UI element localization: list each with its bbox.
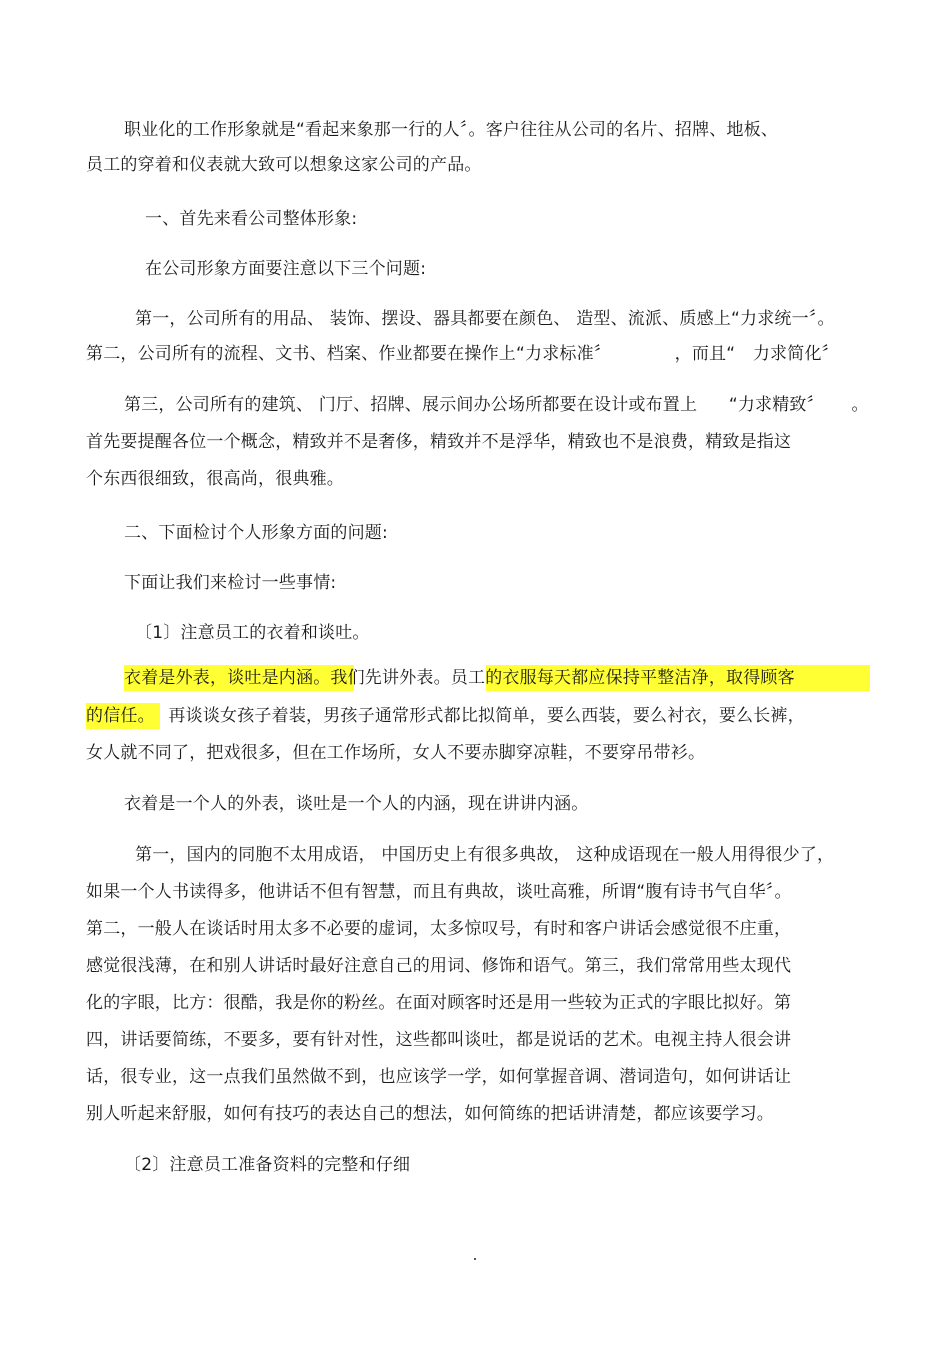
paragraph-2: 在公司形象方面要注意以下三个问题: — [145, 259, 427, 279]
paragraph-8-line-7: 话，很专业，这一点我们虽然做不到，也应该学一学，如何掌握音调、潜词造句，如何讲话让 — [86, 1067, 792, 1087]
section-heading-2: 二、下面检讨个人形象方面的问题: — [124, 523, 388, 543]
highlighted-text-3: 的信任。 — [86, 706, 155, 726]
section-heading-1: 一、首先来看公司整体形象: — [145, 209, 358, 229]
paragraph-4-line-3: 个东西很细致，很高尚，很典雅。 — [86, 469, 344, 489]
highlighted-text-2: 工的衣服每天都应保持平整洁净，取得顾客 — [468, 668, 795, 688]
paragraph-4-line-1-part-a: 第三，公司所有的建筑、 门厅、招牌、展示间办公场所都要在设计或布置上 — [124, 395, 698, 415]
paragraph-8-line-8: 别人听起来舒服，如何有技巧的表达自己的想法，如何简练的把话讲清楚，都应该要学习。 — [86, 1104, 774, 1124]
paragraph-6-line-1-plain: 们先讲外表。员 — [347, 668, 469, 688]
paragraph-8-line-4: 感觉很浅薄，在和别人讲话时最好注意自己的用词、修饰和语气。第三，我们常常用些太现代 — [86, 956, 792, 976]
paragraph-7: 衣着是一个人的外表，谈吐是一个人的内涵，现在讲讲内涵。 — [124, 794, 589, 814]
highlighted-text-1: 衣着是外表，谈吐是内涵。我 — [124, 668, 348, 688]
paragraph-6-line-3: 女人就不同了，把戏很多，但在工作场所，女人不要赤脚穿凉鞋，不要穿吊带衫。 — [86, 743, 706, 763]
paragraph-8-line-1: 第一，国内的同胞不太用成语， 中国历史上有很多典故， 这种成语现在一般人用得很少了， — [135, 845, 835, 865]
paragraph-4-line-1-part-c: 。 — [851, 395, 869, 415]
page-footer-mark — [474, 1258, 476, 1260]
paragraph-8-line-2: 如果一个人书读得多，他讲话不但有智慧，而且有典故，谈吐高雅，所谓“腹有诗书气自华〞。 — [86, 882, 792, 902]
paragraph-8-line-6: 四，讲话要简练，不要多，要有针对性，这些都叫谈吐，都是说话的艺术。电视主持人很会讲 — [86, 1030, 792, 1050]
paragraph-3-line-2 — [86, 342, 839, 366]
paragraph-4-line-1 — [124, 393, 869, 417]
paragraph-6-line-1 — [124, 666, 795, 690]
subsection-1-heading: 〔1〕注意员工的衣着和谈吐。 — [135, 623, 370, 643]
paragraph-6-line-2-plain: 再谈谈女孩子着装，男孩子通常形式都比拟简单，要么西装，要么衬衣，要么长裤， — [168, 706, 805, 726]
paragraph-6-line-2 — [86, 704, 805, 728]
paragraph-3-line-2-part-c: 力求简化〞 — [752, 344, 839, 364]
paragraph-1-line-1: 职业化的工作形象就是“看起来象那一行的人〞。客户往往从公司的名片、招牌、地板、 — [124, 120, 779, 140]
paragraph-3-line-2-part-a: 第二，公司所有的流程、文书、档案、作业都要在操作上“力求标准〞 — [86, 344, 612, 364]
subsection-2-heading: 〔2〕注意员工准备资料的完整和仔细 — [124, 1155, 411, 1175]
paragraph-4-line-2: 首先要提醒各位一个概念，精致并不是奢侈，精致并不是浮华，精致也不是浪费，精致是指这 — [86, 432, 792, 452]
paragraph-1-line-2: 员工的穿着和仪表就大致可以想象这家公司的产品。 — [86, 155, 482, 175]
paragraph-4-line-1-part-b: “力求精致〞 — [728, 395, 824, 415]
paragraph-8-line-3: 第二，一般人在谈话时用太多不必要的虚词，太多惊叹号，有时和客户讲话会感觉很不庄重， — [86, 919, 792, 939]
paragraph-5: 下面让我们来检讨一些事情: — [124, 573, 337, 593]
paragraph-8-line-5: 化的字眼，比方：很酷，我是你的粉丝。在面对顾客时还是用一些较为正式的字眼比拟好。第 — [86, 993, 792, 1013]
paragraph-3-line-1: 第一，公司所有的用品、 装饰、摆设、器具都要在颜色、 造型、流派、质感上“力求统一〞。 — [135, 309, 835, 329]
paragraph-3-line-2-part-b: ，而且“ — [674, 344, 736, 364]
